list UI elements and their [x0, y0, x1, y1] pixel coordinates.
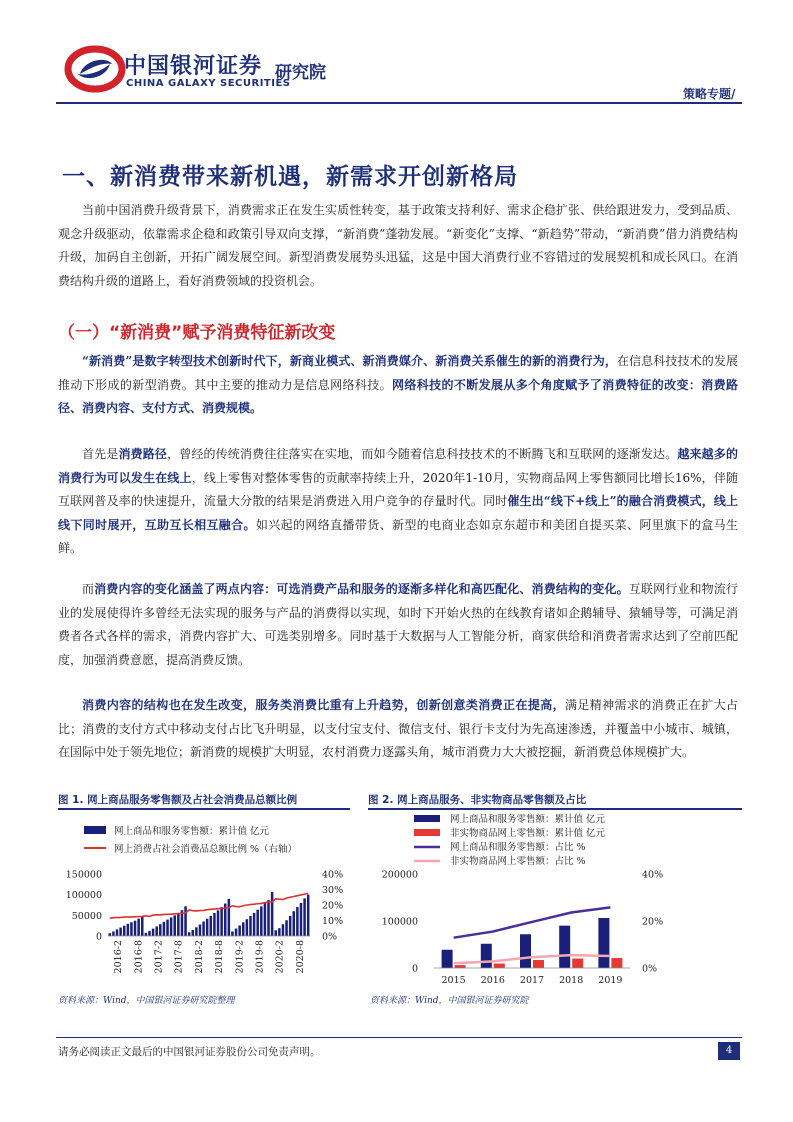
p2-text-3: ，线上零售对整体零售的贡献率持续上升，2020年1-10月，实物商品网上零售额同比增长16%，伴随互联网普及率的快速提升，流量大分散的结果是消费进入用户竞争的存量时代。同时: [58, 470, 738, 509]
figure1-bar: [235, 929, 238, 936]
figure1-y-tick: 50000: [71, 910, 102, 922]
figure1-bar: [264, 903, 267, 936]
figure1-bar: [195, 927, 198, 936]
figure2-y2-tick: 0%: [642, 963, 658, 975]
logo: [62, 40, 132, 96]
figure1-bar: [166, 920, 169, 936]
figure2-bar-online: [520, 934, 531, 968]
figure2-bar-online: [559, 926, 570, 968]
figure2-title: 图 2. 网上商品服务、非实物商品零售额及占比: [368, 794, 587, 806]
figure2-bar-online: [442, 950, 453, 968]
p2-text-1: 首先是: [82, 447, 119, 461]
figure1-bar: [282, 924, 285, 936]
subsection-title: （一）“新消费”赋予消费特征新改变: [58, 323, 336, 343]
figure1-bar: [296, 907, 299, 936]
figure1-x-tick: 2018-2: [193, 940, 205, 974]
figure1-bar: [267, 900, 270, 936]
figure1-bar: [141, 917, 144, 936]
figure2-legend-2-swatch: [414, 829, 440, 836]
figure2-y-tick: 0: [411, 963, 418, 975]
p2-bold-2: 越来越多的消费行为可以发生在线上: [58, 447, 738, 485]
figure2-bar-nonphysical: [494, 964, 505, 968]
figure1-bar: [253, 913, 256, 936]
figure1-bar: [159, 924, 162, 936]
figure1-y2-tick: 40%: [322, 869, 344, 881]
figure1-y-tick: 150000: [65, 869, 102, 881]
figure1-bar: [170, 917, 173, 936]
figure1-y-tick: 0: [95, 931, 102, 943]
figure1-bar: [307, 895, 310, 936]
figure1-bar: [249, 916, 252, 936]
footer-rule: [56, 1037, 742, 1038]
figure1-x-tick: 2020-8: [294, 940, 306, 974]
figure1-legend-bar-swatch: [84, 826, 106, 834]
header-rule: [56, 102, 742, 104]
figure1-bar: [109, 933, 112, 936]
figure1-bar: [134, 921, 137, 936]
paragraph-1: [58, 350, 738, 421]
figure1-y2-tick: 0%: [322, 931, 338, 943]
figure1-x-tick: 2019-8: [254, 940, 266, 974]
figure1-bar: [119, 928, 122, 936]
figure2-x-tick: 2019: [598, 975, 623, 986]
figure1-bar: [256, 910, 259, 936]
intro-text: 当前中国消费升级背景下，消费需求正在发生实质性转变，基于政策支持利好、需求企稳扩张、供给跟进发力，受到品质、观念升级驱动，依靠需求企稳和政策引导双向支撑，“新消费”蓬勃发展。“新变化”支撑、“新趋势”带动，“新消费”借力消费结构升级，加码自主创新，开拓广阔发展空间。新型消费发展势头迅猛，这是中国大消费行业不容错过的发展契机和成长风口。在消费结构升级的道路上，看好消费领域的投资机会。: [58, 203, 738, 288]
figure1-bar: [300, 903, 303, 936]
figure1-bar: [210, 916, 213, 936]
logo-chinese-name: 中国银河证券: [124, 54, 263, 79]
figure2-legend-3: 网上商品和服务零售额：占比 %: [450, 842, 586, 853]
figure1-x-tick: 2016-8: [133, 940, 145, 974]
figure2-y2-tick: 40%: [642, 869, 664, 881]
figure1-bar: [303, 898, 306, 936]
figure1-bar: [184, 906, 187, 936]
figure2-bar-online: [481, 944, 492, 968]
figure1-bar: [188, 932, 191, 936]
figure1-bar: [145, 933, 148, 936]
figure1-source: 资料来源：Wind，中国银河证券研究院整理: [58, 996, 235, 1006]
figure1-x-tick: 2020-2: [274, 940, 286, 974]
figure1-bar: [123, 926, 126, 936]
figure2-bar-nonphysical: [611, 958, 622, 968]
figure2-y2-tick: 20%: [642, 916, 664, 928]
p4-bold-1: 消费内容的结构也在发生改变，服务类消费比重有上升趋势，创新创意类消费正在提高，: [82, 698, 565, 712]
figure1-bar: [228, 899, 231, 936]
figure1-title: 图 1. 网上商品服务零售额及占社会消费品总额比例: [58, 794, 298, 806]
figure2-chart: [368, 810, 742, 988]
figure1-x-tick: 2017-8: [173, 940, 185, 974]
section-title: 一、新消费带来新机遇，新需求开创新格局: [62, 164, 518, 190]
figure2-legend-1: 网上商品和服务零售额：累计值 亿元: [450, 814, 606, 825]
figure2-source: 资料来源：Wind，中国银河证券研究院: [370, 996, 529, 1006]
figure1-bar: [242, 922, 245, 936]
figure2-y-tick: 200000: [381, 869, 418, 881]
figure1-bar: [238, 925, 241, 936]
figure1-bar: [278, 928, 281, 936]
figure1-bar: [246, 919, 249, 936]
logo-english-name: CHINA GALAXY SECURITIES: [126, 78, 291, 89]
p2-text-4: 如兴起的网络直播带货、新型的电商业态如京东超市和美团自提买菜、阿里旗下的盒马生鲜。: [58, 517, 738, 556]
paragraph-3: [58, 578, 738, 672]
figure1-bar: [220, 907, 223, 936]
p3-text-1: 而: [82, 582, 95, 596]
figure2-legend-1-swatch: [414, 815, 440, 822]
figure2-nonphysical-share-line: [454, 955, 611, 963]
figure1-bar: [116, 929, 119, 936]
report-topic: 策略专题/: [683, 87, 736, 101]
p3-text-2: 互联网行业和物流行业的发展使得许多曾经无法实现的服务与产品的消费得以实现，如时下开始火热的在线教育诸如企鹅辅导、猿辅导等，可满足消费者各式各样的需求，消费内容扩大、可选类别增多。同时基于大数据与人工智能分析，商家供给和消费者需求达到了空前匹配度，加强消费意愿，提高消费反馈。: [58, 582, 738, 667]
footer-disclaimer: 请务必阅读正文最后的中国银河证券股份公司免责声明。: [58, 1046, 321, 1058]
figure1-bar: [274, 930, 277, 936]
figure1-bar: [271, 892, 274, 936]
figure2-bar-online: [598, 918, 609, 968]
figure2-x-tick: 2018: [559, 975, 584, 986]
figure1-bar: [217, 910, 220, 936]
figure2-legend-4: 非实物商品网上零售额：占比 %: [450, 856, 586, 867]
figure1-y2-tick: 30%: [322, 885, 344, 896]
figure1-x-tick: 2016-2: [113, 940, 125, 974]
figure1-bar: [130, 922, 133, 936]
figure1-legend-line: 网上消费占社会消费品总额比例 %（右轴）: [114, 844, 298, 855]
figure1-x-tick: 2018-8: [214, 940, 226, 974]
figure1-ratio-line: [110, 893, 308, 918]
p2-text-2: ，曾经的传统消费往往落实在实地，而如今随着信息科技技术的不断腾飞和互联网的逐渐发达。: [167, 447, 678, 461]
figure2-online-share-line: [454, 907, 611, 937]
paragraph-2: [58, 443, 738, 561]
figure1-bar: [289, 916, 292, 936]
figure1-bar: [260, 906, 263, 936]
figure2-bar-nonphysical: [533, 960, 544, 968]
figure2-x-tick: 2017: [519, 975, 545, 986]
figure1-legend-bar: 网上商品和服务零售额：累计值 亿元: [114, 826, 270, 837]
p2-bold-1: 消费路径: [118, 447, 168, 461]
figure1-bar: [231, 931, 234, 936]
figure1-bar: [213, 913, 216, 936]
figure1-bar: [192, 930, 195, 936]
figure1-bar: [148, 931, 151, 936]
paragraph-4: [58, 694, 738, 765]
figure1-bar: [112, 931, 115, 936]
figure1-x-tick: 2019-2: [234, 940, 246, 974]
figure2-x-tick: 2016: [480, 975, 505, 986]
figure1-bar: [127, 924, 130, 936]
p1-text-1: 在信息科技技术的发展推动下形成的新型消费。其中主要的推动力是信息网络科技。: [58, 354, 738, 392]
figure1-bar: [202, 922, 205, 936]
p4-text-1: 满足精神需求的消费正在扩大占比；消费的支付方式中移动支付占比飞升明显，以支付宝支付、微信支付、银行卡支付为先高速渗透，并覆盖中小城市、城镇，在国际中处于领先地位；新消费的规模扩大明显，农村消费力逐露头角，城市消费力大大被挖掘，新消费总体规模扩大。: [58, 698, 738, 760]
p1-bold-2: 网络科技的不断发展从多个角度赋予了消费特征的改变：消费路径、消费内容、支付方式、消费规模。: [58, 377, 738, 416]
figure1-y2-tick: 20%: [322, 900, 344, 912]
figure1-bar: [177, 913, 180, 936]
figure1-bar: [206, 919, 209, 936]
intro-paragraph: [58, 199, 738, 293]
p1-bold-1: “新消费”是数字转型技术创新时代下，新商业模式、新消费媒介、新消费关系催生的新的消费行为，: [82, 354, 617, 368]
figure2-bar-nonphysical: [455, 965, 466, 968]
figure1-bar: [152, 929, 155, 936]
figure1-chart: [58, 812, 354, 988]
figure2-bar-nonphysical: [572, 959, 583, 968]
figure2-legend-2: 非实物商品网上零售额：累计值 亿元: [450, 828, 606, 839]
figure1-y-tick: 100000: [65, 890, 102, 902]
p3-bold-1: 消费内容的变化涵盖了两点内容：可选消费产品和服务的逐渐多样化和高匹配化、消费结构的变化。: [94, 582, 629, 596]
figure1-x-tick: 2017-2: [153, 940, 165, 974]
figure2-y-tick: 100000: [381, 916, 418, 928]
figure1-bar: [137, 919, 140, 936]
figure1-rule: [58, 808, 350, 810]
figure1-bar: [199, 925, 202, 936]
figure1-bar: [173, 915, 176, 936]
figure1-y2-tick: 10%: [322, 916, 344, 927]
figure2-x-tick: 2015: [441, 975, 466, 986]
institute-name: 研究院: [275, 63, 326, 83]
figure1-bar: [163, 922, 166, 936]
page-number: 4: [718, 1042, 740, 1060]
figure1-bar: [285, 920, 288, 936]
galaxy-logo-icon: [62, 40, 132, 96]
figure1-bar: [155, 926, 158, 936]
figure1-bar: [293, 911, 296, 936]
p2-bold-3: 催生出“线下+线上”的融合消费模式，线上线下同时展开，互助互长相互融合。: [58, 494, 738, 532]
